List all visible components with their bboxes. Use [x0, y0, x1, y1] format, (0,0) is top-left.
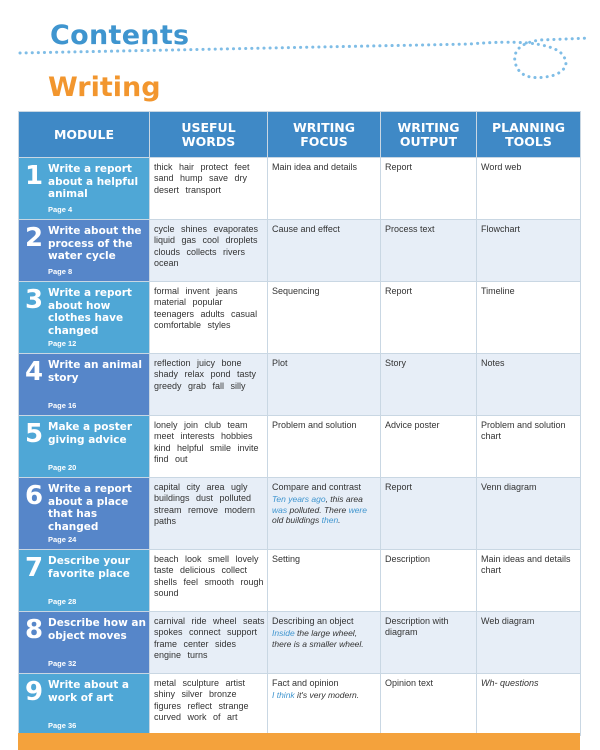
- writing-output-cell: Process text: [381, 220, 477, 282]
- module-title: Make a poster giving advice: [48, 421, 133, 446]
- example-sentence: [272, 628, 376, 649]
- module-number: 5: [24, 419, 44, 449]
- writing-focus-text: Cause and effect: [272, 224, 340, 234]
- module-cell: [19, 612, 150, 674]
- module-title: Write about the process of the water cycle: [48, 225, 142, 262]
- example-highlight: then: [321, 515, 339, 526]
- module-title: Write a report about how clothes have changed: [48, 287, 132, 337]
- writing-output-cell: Opinion text: [381, 674, 477, 736]
- example-highlight: was: [272, 504, 288, 515]
- planning-tools-cell: Venn diagram: [477, 478, 581, 550]
- table-row: [19, 282, 581, 354]
- planning-tools-cell: Notes: [477, 354, 581, 416]
- example-sentence: [272, 494, 376, 526]
- table-row: [19, 354, 581, 416]
- writing-focus-cell: [268, 158, 381, 220]
- writing-output-cell: Report: [381, 282, 477, 354]
- module-cell: [19, 354, 150, 416]
- module-page: Page 28: [48, 596, 77, 606]
- writing-focus-text: Main idea and details: [272, 162, 358, 172]
- example-highlight: Ten years ago: [272, 494, 326, 505]
- useful-words-cell: thick hair protect feet sand hump save dry desert transport: [150, 158, 268, 220]
- useful-words-cell: metal sculpture artist shiny silver bronze figures reflect strange curved work of art: [150, 674, 268, 736]
- writing-output-cell: Report: [381, 478, 477, 550]
- header-module: MODULE: [19, 112, 150, 158]
- writing-output-cell: Story: [381, 354, 477, 416]
- useful-words-cell: carnival ride wheel seats spokes connect support frame center sides engine turns: [150, 612, 268, 674]
- planning-tools-cell: Web diagram: [477, 612, 581, 674]
- table-row: [19, 674, 581, 736]
- table-header-row: [19, 112, 581, 158]
- module-number: 9: [24, 677, 44, 707]
- writing-focus-cell: [268, 220, 381, 282]
- module-title: Write a report about a helpful animal: [48, 163, 139, 200]
- page-title: Contents: [50, 20, 190, 51]
- writing-focus-cell: [268, 354, 381, 416]
- module-page: Page 16: [48, 400, 77, 410]
- writing-focus-cell: [268, 416, 381, 478]
- example-highlight: I think: [272, 690, 295, 701]
- useful-words-cell: beach look smell lovely taste delicious collect shells feel smooth rough sound: [150, 550, 268, 612]
- module-page: Page 8: [48, 266, 73, 276]
- writing-output-cell: Advice poster: [381, 416, 477, 478]
- example-text: , this area: [325, 494, 363, 505]
- module-page: Page 20: [48, 462, 77, 472]
- example-highlight: were: [348, 504, 367, 515]
- module-title: Write about a work of art: [48, 679, 130, 704]
- module-cell: [19, 550, 150, 612]
- module-cell: [19, 158, 150, 220]
- module-number: 6: [24, 481, 44, 511]
- module-number: 7: [24, 553, 44, 583]
- useful-words-cell: lonely join club team meet interests hobbies kind helpful smile invite find out: [150, 416, 268, 478]
- writing-focus-cell: [268, 550, 381, 612]
- example-sentence: [272, 690, 376, 701]
- table-row: [19, 158, 581, 220]
- module-title: Describe your favorite place: [48, 555, 131, 580]
- module-cell: [19, 220, 150, 282]
- module-page: Page 36: [48, 720, 77, 730]
- example-text: .: [338, 515, 341, 526]
- writing-focus-text: Setting: [272, 554, 301, 564]
- writing-focus-text: Sequencing: [272, 286, 320, 296]
- section-title: Writing: [48, 72, 161, 103]
- writing-focus-cell: [268, 478, 381, 550]
- useful-words-cell: formal invent jeans material popular teenagers adults casual comfortable styles: [150, 282, 268, 354]
- writing-focus-cell: [268, 612, 381, 674]
- contents-table: [18, 111, 581, 736]
- module-number: 4: [24, 357, 44, 387]
- example-highlight: Inside: [272, 628, 295, 639]
- useful-words-cell: cycle shines evaporates liquid gas cool droplets clouds collects rivers ocean: [150, 220, 268, 282]
- module-cell: [19, 674, 150, 736]
- planning-tools-cell: Flowchart: [477, 220, 581, 282]
- table-row: [19, 416, 581, 478]
- module-title: Write an animal story: [48, 359, 142, 384]
- writing-focus-text: Compare and contrast: [272, 482, 362, 492]
- header-writing-focus: WRITING FOCUS: [268, 112, 381, 158]
- bottom-bar: [18, 733, 580, 750]
- module-number: 2: [24, 223, 44, 253]
- module-page: Page 24: [48, 534, 77, 544]
- module-title: Describe how an object moves: [48, 617, 146, 642]
- writing-focus-cell: [268, 282, 381, 354]
- table-row: [19, 478, 581, 550]
- table-row: [19, 550, 581, 612]
- writing-focus-text: Problem and solution: [272, 420, 357, 430]
- table-row: [19, 612, 581, 674]
- module-page: Page 4: [48, 204, 73, 214]
- writing-focus-text: Plot: [272, 358, 288, 368]
- writing-output-cell: Description: [381, 550, 477, 612]
- header-writing-output: WRITING OUTPUT: [381, 112, 477, 158]
- planning-tools-cell: Wh- questions: [477, 674, 581, 736]
- example-text: polluted. There: [287, 504, 349, 515]
- planning-tools-cell: Main ideas and details chart: [477, 550, 581, 612]
- writing-output-cell: Report: [381, 158, 477, 220]
- useful-words-cell: capital city area ugly buildings dust polluted stream remove modern paths: [150, 478, 268, 550]
- module-number: 3: [24, 285, 44, 315]
- writing-focus-cell: [268, 674, 381, 736]
- writing-focus-text: Describing an object: [272, 616, 354, 626]
- example-text: it's very modern.: [294, 690, 360, 701]
- module-page: Page 32: [48, 658, 77, 668]
- module-number: 8: [24, 615, 44, 645]
- planning-tools-cell: Timeline: [477, 282, 581, 354]
- header-planning-tools: PLANNING TOOLS: [477, 112, 581, 158]
- module-page: Page 12: [48, 338, 77, 348]
- planning-tools-cell: Problem and solution chart: [477, 416, 581, 478]
- header-useful-words: USEFUL WORDS: [150, 112, 268, 158]
- example-text: old buildings: [272, 515, 322, 526]
- module-cell: [19, 282, 150, 354]
- module-cell: [19, 416, 150, 478]
- writing-focus-text: Fact and opinion: [272, 678, 339, 688]
- module-cell: [19, 478, 150, 550]
- planning-tools-cell: Word web: [477, 158, 581, 220]
- writing-output-cell: Description with diagram: [381, 612, 477, 674]
- table-row: [19, 220, 581, 282]
- module-title: Write a report about a place that has changed: [48, 483, 132, 533]
- example-text: the large wheel, there is a smaller wheel.: [272, 628, 364, 649]
- module-number: 1: [24, 161, 44, 191]
- useful-words-cell: reflection juicy bone shady relax pond tasty greedy grab fall silly: [150, 354, 268, 416]
